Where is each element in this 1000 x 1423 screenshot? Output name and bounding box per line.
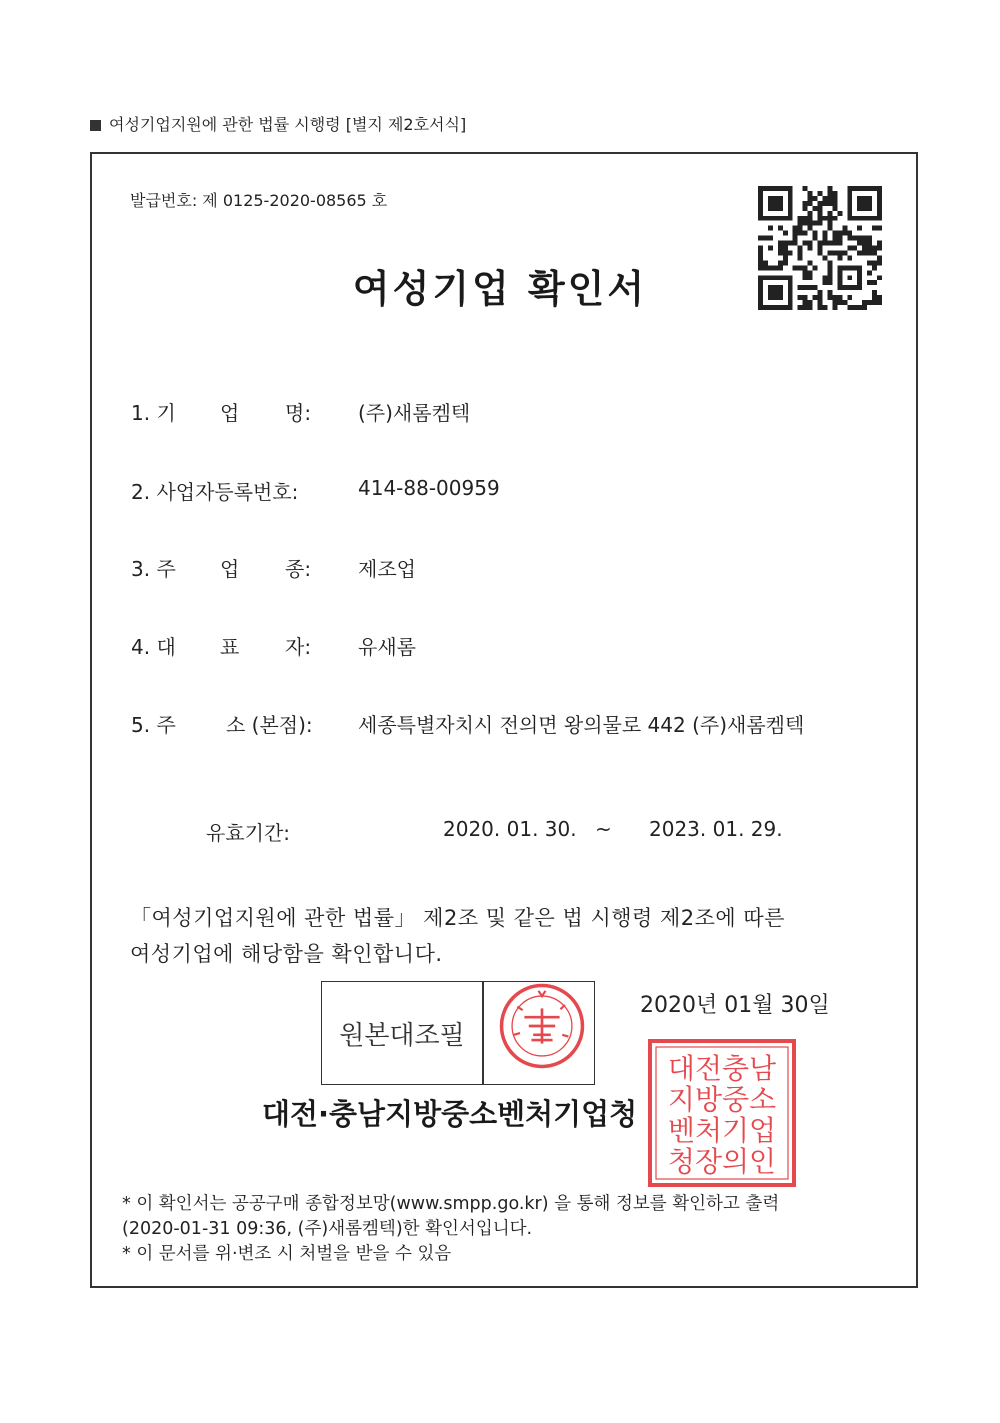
field-rep-value: 유새롬 [358,635,416,659]
field-bizno-value: 414-88-00959 [358,476,500,500]
field-industry-label-mid: 업 [220,557,240,581]
field-address-label-num: 5. 주 [131,713,176,737]
note-line-1: * 이 확인서는 공공구매 종합정보망(www.smpp.go.kr) 을 통해 정보를 확인하고 출력 [122,1194,780,1214]
seal-line-4: 청장의인 [667,1145,777,1178]
square-bullet-icon [90,120,101,131]
field-address-label-end: 소 (본점): [226,713,313,737]
form-reference [90,112,466,135]
field-rep-label-end: 자: [285,635,312,659]
validity-label: 유효기간: [206,821,291,845]
issuing-agency: 대전·충남지방중소벤처기업청 [262,1097,638,1131]
round-seal-icon [498,982,586,1070]
note-line-2: (2020-01-31 09:36, (주)새롬켐텍)한 확인서입니다. [122,1219,533,1239]
field-address-value: 세종특별자치시 전의면 왕의물로 442 (주)새롬켐텍 [358,713,805,737]
field-industry-label-end: 종: [285,557,312,581]
issue-date: 2020년 01월 30일 [640,993,830,1018]
seal-line-1: 대전충남 [667,1052,777,1085]
field-company-label-end: 명: [285,401,312,425]
field-industry-label-num: 3. 주 [131,557,176,581]
field-company-label-mid: 업 [220,401,240,425]
stamp-box-divider [482,982,484,1084]
qr-code-icon [758,186,882,310]
seal-line-3: 벤처기업 [667,1114,777,1147]
field-company-label-num: 1. 기 [131,401,176,425]
validity-start: 2020. 01. 30. [443,817,577,841]
field-rep-label-mid: 표 [220,635,240,659]
page-title: 여성기업 확인서 [352,267,648,311]
field-company-value: (주)새롬켐텍 [358,401,471,425]
field-bizno-label: 2. 사업자등록번호: [131,480,299,504]
issue-number: 발급번호: 제 0125-2020-08565 호 [130,191,388,210]
form-reference-text: 여성기업지원에 관한 법률 시행령 [별지 제2호서식] [109,115,467,134]
statement-line-2: 여성기업에 해당함을 확인합니다. [130,942,443,966]
validity-end: 2023. 01. 29. [649,817,783,841]
official-seal-icon [647,1038,797,1188]
seal-line-2: 지방중소 [667,1083,777,1116]
note-line-3: * 이 문서를 위·변조 시 처벌을 받을 수 있음 [122,1244,452,1264]
field-rep-label-num: 4. 대 [131,635,176,659]
stamp-box-label: 원본대조필 [339,1020,465,1051]
validity-separator: ~ [595,817,612,841]
field-industry-value: 제조업 [358,557,416,581]
statement-line-1: 「여성기업지원에 관한 법률」 제2조 및 같은 법 시행령 제2조에 따른 [130,906,785,930]
